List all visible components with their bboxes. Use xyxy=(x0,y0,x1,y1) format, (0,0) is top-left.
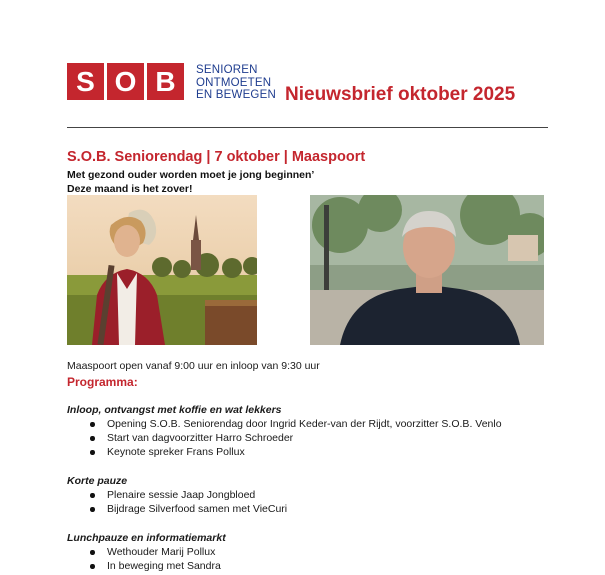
section-heading: Korte pauze xyxy=(67,475,128,487)
logo-letter-s: S xyxy=(67,63,104,100)
list-item: Bijdrage Silverfood samen met VieCuri xyxy=(67,502,287,516)
logo-wordmark xyxy=(196,64,276,102)
list-item: Keynote spreker Frans Pollux xyxy=(67,445,502,459)
header-divider xyxy=(67,127,548,128)
logo-letter-b: B xyxy=(147,63,184,100)
tagline-line-2: Deze maand is het zover! xyxy=(67,183,193,195)
programma-heading: Programma: xyxy=(67,375,138,389)
program-section-korte-pauze xyxy=(67,474,287,516)
program-section-lunchpauze xyxy=(67,531,226,573)
program-section-inloop xyxy=(67,403,502,459)
logo-line-1: SENIOREN xyxy=(196,64,258,76)
tagline-line-1: Met gezond ouder worden moet je jong beginnen’ xyxy=(67,169,315,181)
list-item: In beweging met Sandra xyxy=(67,559,226,573)
section-heading: Lunchpauze en informatiemarkt xyxy=(67,532,226,544)
logo-line-3: EN BEWEGEN xyxy=(196,89,276,101)
list-item: Wethouder Marij Pollux xyxy=(67,545,226,559)
list-item: Start van dagvoorzitter Harro Schroeder xyxy=(67,431,502,445)
logo-line-2: ONTMOETEN xyxy=(196,76,272,89)
list-item: Plenaire sessie Jaap Jongbloed xyxy=(67,488,287,502)
event-tagline xyxy=(67,168,314,196)
sob-logo xyxy=(67,63,184,100)
list-item: Opening S.O.B. Seniorendag door Ingrid Keder-van der Rijdt, voorzitter S.O.B. Venlo xyxy=(67,417,502,431)
photo-man-with-guitar xyxy=(67,195,257,345)
section-heading: Inloop, ontvangst met koffie en wat lekkers xyxy=(67,404,282,416)
opening-hours-text: Maaspoort open vanaf 9:00 uur en inloop van 9:30 uur xyxy=(67,360,320,372)
logo-letter-o: O xyxy=(107,63,144,100)
event-title: S.O.B. Seniorendag | 7 oktober | Maaspoort xyxy=(67,149,366,165)
photo-grey-haired-man xyxy=(310,195,544,345)
newsletter-title: Nieuwsbrief oktober 2025 xyxy=(285,84,516,105)
